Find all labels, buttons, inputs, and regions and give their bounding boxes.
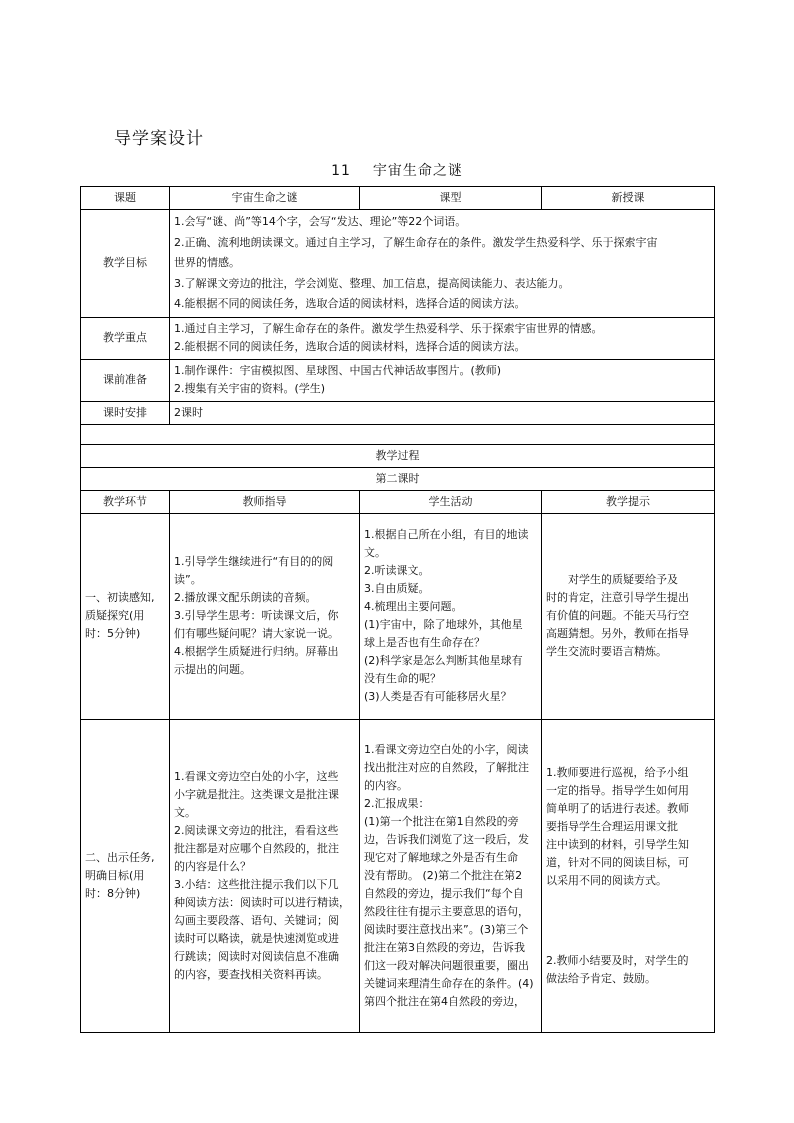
label-topic: 课题 xyxy=(81,187,170,210)
goal-line: 3.了解课文旁边的批注，学会浏览、整理、加工信息，提高阅读能力、表达能力。 xyxy=(174,276,570,290)
period-title: 第二课时 xyxy=(81,467,715,490)
teacher-line: 2.阅读课文旁边的批注，看看这些 xyxy=(174,823,339,837)
teacher-line: 1.引导学生继续进行“有目的的阅 xyxy=(174,555,334,568)
student-cell xyxy=(360,513,542,719)
stage-line: 时：8分钟) xyxy=(85,886,141,900)
goals-label: 教学目标 xyxy=(81,210,170,318)
column-header-student: 学生活动 xyxy=(360,490,542,513)
process-title: 教学过程 xyxy=(81,444,715,467)
stage-cell xyxy=(81,513,170,719)
tips-line: 要指导学生合理运用课文批 xyxy=(546,819,678,833)
teacher-line: 行跳读；阅读时对阅读信息不准确 xyxy=(174,949,339,963)
student-line: 2.汇报成果： xyxy=(364,796,430,810)
student-line: 然段往往有提示主要意思的语句， xyxy=(364,904,529,918)
lesson-title xyxy=(0,160,794,180)
student-line: 1.根据自己所在小组，有目的地读 xyxy=(364,528,529,541)
goal-line: 2.正确、流利地朗读课文。通过自主学习，了解生命存在的条件。激发学生热爱科学、乐于探索宇宙 xyxy=(174,235,658,249)
preparation-label: 课前准备 xyxy=(81,359,170,401)
teacher-line: 1.看课文旁边空白处的小字，这些 xyxy=(174,769,339,783)
lesson-name: 宇宙生命之谜 xyxy=(372,163,463,179)
tips-line: 道，针对不同的阅读目标，可 xyxy=(546,855,689,869)
teacher-line: 3.引导学生思考：听读课文后，你 xyxy=(174,609,339,622)
student-line: 们这一段对解决问题很重要，圈出 xyxy=(364,958,529,972)
tips-line: 学生交流时要语言精炼。 xyxy=(546,645,667,658)
schedule-row xyxy=(81,401,715,424)
stage-line: 明确目标(用 xyxy=(85,868,145,882)
tips-line: 做法给予肯定、鼓励。 xyxy=(546,971,656,985)
key-point-line: 1.通过自主学习，了解生命存在的条件。激发学生热爱科学、乐于探索宇宙世界的情感。 xyxy=(174,322,603,335)
stage-line: 质疑探究(用 xyxy=(85,609,145,622)
student-line: 文。 xyxy=(364,546,386,559)
column-header-tips: 教学提示 xyxy=(542,490,715,513)
teacher-line: 4.根据学生质疑进行归纳。屏幕出 xyxy=(174,645,339,658)
goal-line: 4.能根据不同的阅读任务，选取合适的阅读材料，选择合适的阅读方法。 xyxy=(174,297,526,310)
student-line: (1)第一个批注在第1自然段的旁 xyxy=(364,814,519,828)
student-line: (3)人类是否有可能移居火星？ xyxy=(364,690,512,703)
student-line: 没有生命的呢？ xyxy=(364,672,441,685)
blank-cell xyxy=(81,424,715,444)
tips-line: 时的肯定，注意引导学生提出 xyxy=(546,591,689,604)
student-line: (1)宇宙中，除了地球外，其他星 xyxy=(364,618,523,631)
key-point-line: 2.能根据不同的阅读任务，选取合适的阅读材料，选择合适的阅读方法。 xyxy=(174,340,526,353)
teacher-line: 勾画主要段落、语句、关键词；阅 xyxy=(174,913,339,927)
teacher-line: 们有哪些疑问呢？请大家说一说。 xyxy=(174,627,339,640)
tips-line: 高题猜想。另外，教师在指导 xyxy=(546,627,689,640)
goal-line: 世界的情感。 xyxy=(174,256,240,269)
teacher-line: 2.播放课文配乐朗读的音频。 xyxy=(174,591,317,604)
tips-cell xyxy=(542,719,715,1032)
stage-row xyxy=(81,719,715,1032)
tips-line: 有价值的问题。不能天马行空 xyxy=(546,609,689,622)
student-line: 阅读时要注意找出来”。(3)第三个 xyxy=(364,922,529,936)
teacher-line: 示提出的问题。 xyxy=(174,663,251,676)
teacher-line: 小字就是批注。这类课文是批注课 xyxy=(174,787,339,801)
teacher-line: 3.小结：这些批注提示我们以下几 xyxy=(174,877,339,891)
process-title-row xyxy=(81,444,715,467)
teacher-line: 读”。 xyxy=(174,573,202,586)
preparation-line: 2.搜集有关宇宙的资料。(学生) xyxy=(174,382,326,395)
topic-value: 宇宙生命之谜 xyxy=(170,187,360,210)
teacher-line: 批注都是对应哪个自然段的，批注 xyxy=(174,841,339,855)
lesson-plan-table xyxy=(80,186,715,1033)
teacher-line: 的内容是什么？ xyxy=(174,859,251,873)
stage-cell xyxy=(81,719,170,1032)
blank-row xyxy=(81,424,715,444)
key-points-row xyxy=(81,317,715,359)
tips-line: 2.教师小结要及时，对学生的 xyxy=(546,953,689,967)
lesson-number: 11 xyxy=(331,163,351,179)
teacher-cell xyxy=(170,513,360,719)
tips-line: 一定的指导。指导学生如何用 xyxy=(546,783,689,797)
schedule-label: 课时安排 xyxy=(81,401,170,424)
tips-spacer xyxy=(546,890,710,952)
stage-row xyxy=(81,513,715,719)
student-line: 找出批注对应的自然段，了解批注 xyxy=(364,760,529,774)
goals-row xyxy=(81,210,715,318)
tips-line: 1.教师要进行巡视，给予小组 xyxy=(546,765,689,779)
student-line: (2)科学家是怎么判断其他星球有 xyxy=(364,654,523,667)
student-line: 第四个批注在第4自然段的旁边， xyxy=(364,994,525,1008)
column-header-stage: 教学环节 xyxy=(81,490,170,513)
tips-line: 以采用不同的阅读方式。 xyxy=(546,873,667,887)
key-points-label: 教学重点 xyxy=(81,317,170,359)
stage-line: 二、出示任务, xyxy=(85,850,155,864)
student-line: 边，告诉我们浏览了这一段后，发 xyxy=(364,832,529,846)
student-line: 的内容。 xyxy=(364,778,408,792)
key-points-content xyxy=(170,317,715,359)
student-line: 批注在第3自然段的旁边，告诉我 xyxy=(364,940,525,954)
student-line: 球上是否也有生命存在？ xyxy=(364,636,485,649)
doc-title: 导学案设计 xyxy=(114,129,204,149)
teacher-line: 文。 xyxy=(174,805,196,819)
label-type: 课型 xyxy=(360,187,542,210)
student-line: 现它对了解地球之外是否有生命 xyxy=(364,850,518,864)
tips-line: 对学生的质疑要给予及 xyxy=(568,573,678,586)
teacher-cell xyxy=(170,719,360,1032)
student-cell xyxy=(360,719,542,1032)
goal-line: 1.会写“谜、尚”等14个字，会写“发达、理论”等22个词语。 xyxy=(174,215,467,228)
student-line: 关键词来理清生命存在的条件。(4) xyxy=(364,976,534,990)
stage-line: 时：5分钟) xyxy=(85,627,141,640)
teacher-line: 的内容，要查找相关资料再读。 xyxy=(174,967,328,981)
schedule-value: 2课时 xyxy=(170,401,715,424)
teacher-line: 种阅读方法：阅读时可以进行精读， xyxy=(174,895,350,909)
tips-line: 简单明了的话进行表述。教师 xyxy=(546,801,689,815)
student-line: 1.看课文旁边空白处的小字，阅读 xyxy=(364,742,529,756)
teacher-line: 读时可以略读，就是快速浏览或进 xyxy=(174,931,339,945)
header-row xyxy=(81,187,715,210)
column-header-row xyxy=(81,490,715,513)
goals-content xyxy=(170,210,715,318)
student-line: 自然段的旁边，提示我们“每个自 xyxy=(364,886,524,900)
period-title-row xyxy=(81,467,715,490)
preparation-line: 1.制作课件：宇宙模拟图、星球图、中国古代神话故事图片。(教师) xyxy=(174,364,502,377)
type-value: 新授课 xyxy=(542,187,715,210)
student-line: 没有帮助。 (2)第二个批注在第2 xyxy=(364,868,523,882)
student-line: 2.听读课文。 xyxy=(364,564,430,577)
tips-line: 注中读到的材料，引导学生知 xyxy=(546,837,689,851)
student-line: 3.自由质疑。 xyxy=(364,582,430,595)
preparation-row xyxy=(81,359,715,401)
student-line: 4.梳理出主要问题。 xyxy=(364,600,463,613)
tips-cell xyxy=(542,513,715,719)
stage-line: 一、初读感知, xyxy=(85,591,155,604)
preparation-content xyxy=(170,359,715,401)
column-header-teacher: 教师指导 xyxy=(170,490,360,513)
